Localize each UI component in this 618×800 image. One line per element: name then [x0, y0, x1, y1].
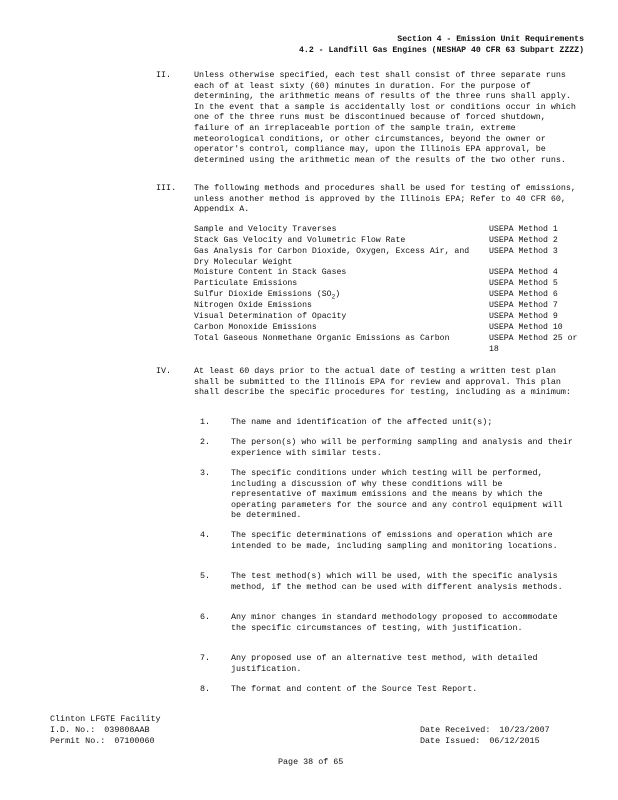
date-received — [420, 725, 550, 736]
subsection-header: 4.2 - Landfill Gas Engines (NESHAP 40 CFR 63 Subpart ZZZZ) — [299, 46, 584, 55]
section-header: Section 4 - Emission Unit Requirements — [397, 35, 584, 44]
page-number: Page 38 of 65 — [278, 757, 344, 767]
method-name: Moisture Content in Stack Gases — [194, 268, 347, 277]
permit-label: Permit No.: — [50, 736, 106, 746]
id-label: I.D. No.: — [50, 725, 96, 735]
method-name: Sulfur Dioxide Emissions $(SO_2)$ — [194, 290, 341, 301]
list-item: The format and content of the Source Test Report. — [231, 684, 478, 694]
list-item-number: 4. — [200, 530, 211, 540]
method-code: USEPA Method 6 — [489, 290, 558, 299]
method-name: Particulate Emissions — [194, 279, 298, 288]
list-item: The specific conditions under which testing will be performed, including a discussion of why these conditions will be representative of maximum emissions and the means by which the operating parameters for the source and any control equipment will be determined. — [231, 468, 563, 521]
method-name: Sample and Velocity Traverses — [194, 225, 337, 234]
method-code: USEPA Method 25 or 18 — [489, 334, 578, 354]
list-item: The test method(s) which will be used, with the specific analysis method, if the method can be used with different analysis methods. — [231, 571, 563, 592]
section-iii-numeral: III. — [156, 183, 177, 193]
method-name: Stack Gas Velocity and Volumetric Flow Rate — [194, 236, 406, 245]
id-value: 039808AAB — [104, 725, 150, 735]
method-code: USEPA Method 1 — [489, 225, 558, 234]
method-code: USEPA Method 9 — [489, 312, 558, 321]
permit-value: 07100060 — [114, 736, 155, 746]
received-value: 10/23/2007 — [499, 725, 550, 735]
issued-label: Date Issued: — [420, 736, 481, 746]
issued-value: 06/12/2015 — [489, 736, 540, 746]
section-ii-numeral: II. — [156, 70, 172, 80]
method-name: Nitrogen Oxide Emissions — [194, 301, 312, 310]
method-code: USEPA Method 4 — [489, 268, 558, 277]
section-iii-text: The following methods and procedures shall be used for testing of emissions, unless another method is approved by the Illinois EPA; Refer to 40 CFR 60, Appendix A. — [194, 183, 576, 215]
list-item: The specific determinations of emissions and operation which are intended to be made, including sampling and monitoring locations. — [231, 530, 558, 551]
method-name: Total Gaseous Nonmethane Organic Emissions as Carbon — [194, 334, 450, 343]
method-code: USEPA Method 10 — [489, 323, 563, 332]
list-item: Any minor changes in standard methodology proposed to accommodate the specific circumstances of testing, with justification. — [231, 612, 558, 633]
method-code: USEPA Method 3 — [489, 247, 558, 256]
facility-id — [50, 725, 150, 736]
permit-number — [50, 736, 155, 747]
received-label: Date Received: — [420, 725, 491, 735]
section-iv-text: At least 60 days prior to the actual date of testing a written test plan shall be submitted to the Illinois EPA for review and approval. This plan shall describe the specific procedures for testing, including as a minimum: — [194, 366, 571, 398]
method-name: Carbon Monoxide Emissions — [194, 323, 317, 332]
list-item-number: 1. — [200, 417, 211, 427]
method-code: USEPA Method 5 — [489, 279, 558, 288]
date-issued — [420, 736, 540, 747]
method-name: Gas Analysis for Carbon Dioxide, Oxygen, Excess Air, and Dry Molecular Weight — [194, 247, 470, 267]
method-code: USEPA Method 7 — [489, 301, 558, 310]
method-code: USEPA Method 2 — [489, 236, 558, 245]
section-ii-text: Unless otherwise specified, each test shall consist of three separate runs each of at least sixty (60) minutes in duration. For the purpose of determining, the arithmetic means of results of the three runs shall apply. In the event that a sample is accidentally lost or conditions occur in which one of the three runs must be discontinued because of forced shutdown, failure of an irreplaceable portion of the sample train, extreme meteorological conditions, or other circumstances, beyond the owner or operator's control, compliance may, upon the Illinois EPA approval, be determined using the arithmetic mean of the results of the two other runs. — [194, 70, 576, 165]
section-iv-numeral: IV. — [156, 366, 172, 376]
method-name: Visual Determination of Opacity — [194, 312, 347, 321]
facility-name: Clinton LFGTE Facility — [50, 714, 161, 724]
list-item-number: 6. — [200, 612, 211, 622]
list-item: Any proposed use of an alternative test method, with detailed justification. — [231, 653, 538, 674]
list-item-number: 7. — [200, 653, 211, 663]
list-item-number: 3. — [200, 468, 211, 478]
list-item: The person(s) who will be performing sampling and analysis and their experience with similar tests. — [231, 437, 573, 458]
list-item-number: 8. — [200, 684, 211, 694]
list-item-number: 5. — [200, 571, 211, 581]
list-item: The name and identification of the affected unit(s); — [231, 417, 493, 427]
list-item-number: 2. — [200, 437, 211, 447]
